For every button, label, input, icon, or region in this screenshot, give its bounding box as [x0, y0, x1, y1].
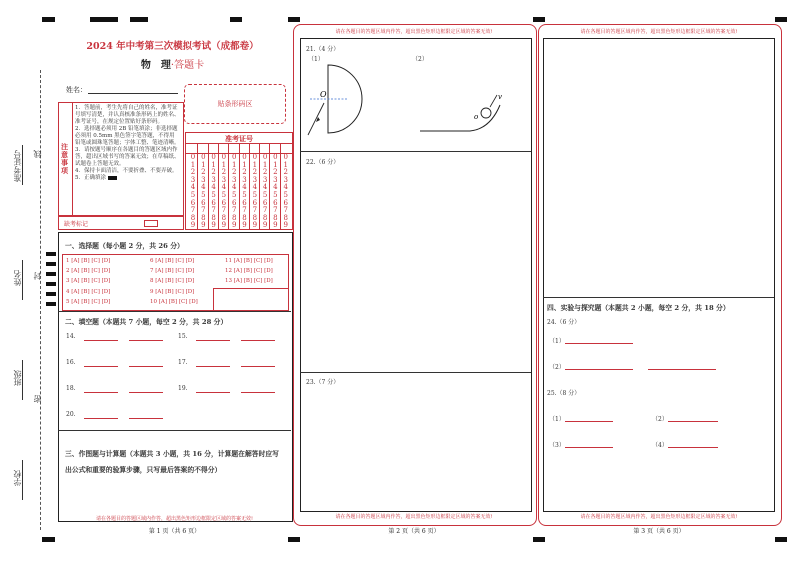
ticket-digit-bubble[interactable]: 7	[252, 206, 258, 215]
ticket-digit-bubble[interactable]: 7	[273, 206, 278, 215]
ticket-digit-bubble[interactable]: 1	[252, 160, 258, 169]
timing-mark	[42, 17, 55, 22]
ticket-digit-bubble[interactable]: 8	[262, 213, 268, 222]
name-label: 姓名：	[66, 86, 87, 94]
ticket-digit-bubble[interactable]: 0	[231, 153, 237, 161]
fill-label: 14.	[66, 333, 76, 340]
fill-answer-line[interactable]	[196, 392, 230, 393]
ticket-digit-bubble[interactable]: 2	[231, 168, 237, 177]
q25-part2: （2）	[652, 416, 668, 423]
notes-box	[58, 102, 184, 216]
ticket-digit-bubble[interactable]: 5	[211, 190, 216, 199]
ticket-digit-bubble[interactable]: 9	[252, 221, 258, 230]
ticket-digit-column	[261, 154, 269, 230]
fill-answer-line[interactable]	[129, 366, 163, 367]
timing-mark	[533, 537, 545, 542]
ticket-digit-bubble[interactable]: 2	[242, 168, 247, 177]
section4-title: 四、实验与探究题（本题共 2 小题，每空 2 分，共 18 分）	[547, 304, 730, 312]
ticket-digit-bubble[interactable]: 1	[201, 160, 206, 169]
ticket-digit-bubble[interactable]: 6	[190, 198, 196, 207]
section3-title-b: 出公式和重要的验算步骤，只写最后答案的不得分）	[65, 466, 222, 474]
q23-label: 23.（7 分）	[306, 379, 340, 386]
side-label-ticket: 准考证号	[13, 150, 22, 182]
fill-answer-line[interactable]	[84, 418, 118, 419]
q21-part1: （1）	[308, 56, 324, 63]
timing-mark	[46, 302, 56, 306]
slope-figure	[420, 93, 502, 131]
page-footer: 第 1 页（共 6 页）	[148, 528, 201, 535]
ticket-digit-bubble[interactable]: 6	[252, 198, 258, 207]
ticket-digit-bubble[interactable]: 5	[252, 190, 258, 199]
warning-text: 请在各题目的答题区域内作答，超出黑色矩形边框限定区域的答案无效!	[580, 514, 738, 520]
fill-answer-line[interactable]	[129, 418, 163, 419]
ticket-digit-bubble[interactable]: 0	[201, 153, 206, 161]
fill-answer-line[interactable]	[84, 340, 118, 341]
ticket-digit-bubble[interactable]: 3	[252, 175, 258, 184]
ticket-digit-bubble[interactable]: 0	[283, 153, 288, 161]
page-footer: 第 2 页（共 6 页）	[388, 528, 440, 535]
fill-answer-line[interactable]	[84, 366, 118, 367]
timing-mark	[46, 272, 56, 276]
mc-item[interactable]: 12 [A] [B] [C] [D]	[225, 268, 273, 275]
note-3: 3．请按题号顺序在各题目的答题区域内作答，超出区域书写的答案无效；在草稿纸、试题卷上答题无效。	[75, 147, 180, 167]
fill-answer-line[interactable]	[129, 392, 163, 393]
absent-box	[58, 216, 184, 230]
ticket-digit-column	[271, 154, 279, 230]
ticket-digit-bubble[interactable]: 8	[190, 213, 196, 222]
note-1: 1．答题前，考生先将自己的姓名，准考证号填写清楚，并认真核准条形码上的姓名、准考证号，在规定位置贴好条形码。	[75, 105, 180, 125]
ticket-digit-bubble[interactable]: 9	[231, 221, 237, 230]
q24-label: 24.（6 分）	[547, 319, 581, 326]
side-label-class: 班级	[13, 370, 22, 386]
section3-title-a: 三、作图题与计算题（本题共 3 小题，共 16 分，计算题在解答时应写	[65, 450, 279, 458]
ticket-digit-bubble[interactable]: 4	[190, 183, 196, 192]
q21-part2: （2）	[412, 56, 428, 63]
warning-text: 请在各题目的答题区域内作答，超出黑色矩形边框限定区域的答案无效!	[95, 516, 253, 522]
ticket-digit-bubble[interactable]: 1	[190, 160, 196, 169]
fill-answer-line[interactable]	[129, 340, 163, 341]
answer-line[interactable]	[668, 447, 718, 448]
ticket-digit-bubble[interactable]: 0	[242, 153, 247, 161]
ticket-label: 准考证号	[225, 134, 253, 143]
bind-mark-secret: 密	[33, 395, 42, 403]
fill-label: 16.	[66, 359, 76, 366]
mc-item[interactable]: 4 [A] [B] [C] [D]	[66, 288, 111, 295]
ticket-digit-bubble[interactable]: 0	[221, 153, 227, 161]
ticket-digit-column	[210, 154, 218, 230]
ticket-digit-bubble[interactable]: 5	[273, 190, 278, 199]
answer-line[interactable]	[565, 421, 613, 422]
ticket-digit-bubble[interactable]: 4	[221, 183, 227, 192]
mc-item[interactable]: 9 [A] [B] [C] [D]	[150, 288, 195, 295]
timing-mark	[90, 17, 118, 22]
ticket-digit-bubble[interactable]: 6	[211, 198, 216, 207]
ticket-digit-bubble[interactable]: 4	[252, 183, 258, 192]
absent-checkbox[interactable]	[144, 220, 158, 227]
ticket-digit-bubble[interactable]: 2	[283, 168, 288, 177]
mc-item[interactable]: 8 [A] [B] [C] [D]	[150, 278, 195, 285]
ticket-digit-bubble[interactable]: 9	[242, 221, 247, 230]
ticket-digit-bubble[interactable]: 8	[283, 213, 288, 222]
fill-label: 20.	[66, 411, 76, 418]
ticket-digit-bubble[interactable]: 5	[221, 190, 227, 199]
section1-title: 一、选择题（每小题 2 分，共 26 分）	[65, 242, 184, 250]
exam-title: 2024 年中考第三次模拟考试（成都卷）	[86, 41, 259, 52]
ticket-digit-bubble[interactable]: 7	[283, 206, 288, 215]
ticket-digit-bubble[interactable]: 7	[262, 206, 268, 215]
ticket-digit-bubble[interactable]: 5	[242, 190, 247, 199]
ticket-digit-bubble[interactable]: 8	[211, 213, 216, 222]
section2-title: 二、填空题（本题共 7 小题，每空 2 分，共 28 分）	[65, 318, 228, 326]
side-label-name: 姓名	[13, 270, 22, 286]
ticket-digit-bubble[interactable]: 2	[262, 168, 268, 177]
point-o2-label: o	[474, 113, 479, 121]
answer-line[interactable]	[565, 447, 613, 448]
ticket-digit-bubble[interactable]: 8	[242, 213, 247, 222]
ticket-digit-bubble[interactable]: 8	[231, 213, 237, 222]
mc-item[interactable]: 6 [A] [B] [C] [D]	[150, 258, 195, 264]
timing-mark	[46, 252, 56, 256]
ticket-digit-bubble[interactable]: 1	[283, 160, 288, 169]
q24-part1: （1）	[549, 338, 565, 345]
ticket-digit-bubble[interactable]: 4	[262, 183, 268, 192]
ticket-digit-column	[241, 154, 249, 230]
timing-mark	[46, 292, 56, 296]
notes-heading: 注意事项	[61, 142, 68, 175]
fill-answer-line[interactable]	[196, 340, 230, 341]
timing-mark	[46, 262, 56, 266]
ticket-digit-bubble[interactable]: 9	[201, 221, 206, 230]
ticket-digit-bubble[interactable]: 8	[273, 213, 278, 222]
barcode-area	[184, 84, 286, 124]
q25-part4: （4）	[652, 442, 668, 449]
answer-line[interactable]	[565, 343, 633, 344]
subject-name: 物 理	[140, 60, 171, 71]
ticket-digit-bubble[interactable]: 5	[190, 190, 196, 199]
ticket-digit-bubble[interactable]: 7	[242, 206, 247, 215]
ticket-digit-bubble[interactable]: 6	[273, 198, 278, 207]
ticket-digit-bubble[interactable]: 2	[221, 168, 227, 177]
fill-answer-line[interactable]	[241, 366, 275, 367]
fill-label: 18.	[66, 385, 76, 392]
ticket-digit-bubble[interactable]: 9	[273, 221, 278, 230]
mc-item[interactable]: 5 [A] [B] [C] [D]	[66, 298, 111, 305]
binding-dashed-line	[40, 70, 41, 530]
ticket-digit-bubble[interactable]: 6	[201, 198, 206, 207]
incident-ray	[308, 103, 324, 135]
ball-icon	[481, 108, 491, 118]
answer-line[interactable]	[668, 421, 718, 422]
ticket-digit-bubble[interactable]: 7	[211, 206, 216, 215]
ticket-digit-column	[230, 154, 238, 230]
timing-mark	[42, 537, 55, 542]
ticket-digit-bubble[interactable]: 7	[221, 206, 227, 215]
fill-answer-line[interactable]	[84, 392, 118, 393]
bind-mark-line: 线	[33, 150, 42, 158]
ticket-digit-column	[282, 154, 290, 230]
q21-label: 21.（4 分）	[306, 46, 340, 53]
ticket-digit-bubble[interactable]: 5	[231, 190, 237, 199]
ticket-digit-bubble[interactable]: 1	[262, 160, 268, 169]
ticket-digit-bubble[interactable]: 6	[242, 198, 247, 207]
ticket-digit-bubble[interactable]: 6	[231, 198, 237, 207]
ticket-digit-bubble[interactable]: 0	[190, 153, 196, 161]
ticket-digit-bubble[interactable]: 3	[221, 175, 227, 184]
ticket-digit-column	[199, 154, 207, 230]
fill-answer-line[interactable]	[196, 366, 230, 367]
bind-mark-seal: 封	[33, 272, 42, 280]
ticket-digit-bubble[interactable]: 9	[262, 221, 268, 230]
ticket-digit-bubble[interactable]: 6	[283, 198, 288, 207]
warning-text: 请在各题目的答题区域内作答，超出黑色矩形边框限定区域的答案无效!	[335, 514, 493, 520]
ticket-digit-bubble[interactable]: 4	[201, 183, 206, 192]
ticket-digit-bubble[interactable]: 1	[231, 160, 237, 169]
ticket-digit-bubble[interactable]: 7	[190, 206, 196, 215]
q24-part2: （2）	[549, 364, 565, 371]
ticket-digit-bubble[interactable]: 6	[262, 198, 268, 207]
mc-item[interactable]: 11 [A] [B] [C] [D]	[225, 258, 273, 264]
ticket-digit-bubble[interactable]: 9	[283, 221, 288, 230]
ticket-digit-bubble[interactable]: 8	[252, 213, 258, 222]
ticket-digit-bubble[interactable]: 4	[211, 183, 216, 192]
fill-label: 17.	[178, 359, 188, 366]
timing-mark	[288, 537, 300, 542]
subject-title	[60, 56, 285, 71]
timing-mark	[533, 17, 545, 22]
ticket-digit-bubble[interactable]: 2	[201, 168, 206, 177]
ticket-digit-bubble[interactable]: 4	[283, 183, 288, 192]
point-o-label: O	[320, 90, 327, 99]
absent-label: 缺考标记	[64, 221, 89, 228]
note-4: 4．保持卡面清洁，不要折叠、不要弄破。	[75, 168, 178, 174]
timing-mark	[130, 17, 148, 22]
ticket-digit-bubble[interactable]: 5	[201, 190, 206, 199]
subject-subtitle: ·答题卡	[170, 60, 205, 71]
name-input-line[interactable]	[88, 93, 178, 94]
timing-mark	[775, 537, 787, 542]
q25-label: 25.（8 分）	[547, 390, 581, 397]
q25-part3: （3）	[549, 442, 565, 449]
fill-label: 15.	[178, 333, 188, 340]
ticket-digit-bubble[interactable]: 9	[211, 221, 216, 230]
ticket-digit-bubble[interactable]: 1	[221, 160, 227, 169]
ticket-digit-bubble[interactable]: 4	[242, 183, 247, 192]
fill-label: 19.	[178, 385, 188, 392]
ticket-digit-bubble[interactable]: 4	[273, 183, 278, 192]
ticket-grid	[185, 132, 293, 230]
ticket-digit-bubble[interactable]: 7	[231, 206, 237, 215]
ticket-digit-bubble[interactable]: 3	[283, 175, 288, 184]
q25-part1: （1）	[549, 416, 565, 423]
ticket-digit-column	[189, 154, 197, 230]
barcode-label: 贴条形码区	[217, 100, 253, 108]
answer-line[interactable]	[565, 369, 633, 370]
q22-label: 22.（6 分）	[306, 159, 340, 166]
mc-item[interactable]: 2 [A] [B] [C] [D]	[66, 268, 111, 275]
side-label-school: 学校	[13, 470, 22, 486]
mc-item[interactable]: 3 [A] [B] [C] [D]	[66, 278, 111, 285]
ticket-digit-bubble[interactable]: 0	[262, 153, 268, 161]
fill-answer-line[interactable]	[241, 340, 275, 341]
semicircle-figure	[308, 65, 362, 135]
ticket-digit-column	[220, 154, 228, 230]
ticket-digit-bubble[interactable]: 3	[201, 175, 206, 184]
q21-figures	[300, 55, 530, 151]
ticket-digit-bubble[interactable]: 3	[231, 175, 237, 184]
warning-text: 请在各题目的答题区域内作答，超出黑色矩形边框限定区域的答案无效!	[335, 29, 493, 35]
velocity-label: v	[498, 93, 502, 101]
ticket-digit-bubble[interactable]: 3	[242, 175, 247, 184]
ticket-digit-bubble[interactable]: 0	[211, 153, 216, 161]
ticket-digit-bubble[interactable]: 1	[211, 160, 216, 169]
ticket-digit-bubble[interactable]: 3	[190, 175, 196, 184]
mc-item[interactable]: 7 [A] [B] [C] [D]	[150, 268, 195, 275]
note-5: 5．正确填涂	[75, 175, 180, 182]
ticket-digit-bubble[interactable]: 2	[273, 168, 278, 177]
ticket-digit-column	[251, 154, 259, 230]
ticket-digit-bubble[interactable]: 3	[273, 175, 278, 184]
ticket-digit-bubble[interactable]: 1	[242, 160, 247, 169]
ticket-digit-bubble[interactable]: 6	[221, 198, 227, 207]
warning-text: 请在各题目的答题区域内作答，超出黑色矩形边框限定区域的答案无效!	[580, 29, 738, 35]
timing-mark	[775, 17, 787, 22]
velocity-arrow	[490, 95, 497, 107]
mc-item[interactable]: 13 [A] [B] [C] [D]	[225, 278, 273, 285]
timing-mark	[288, 17, 300, 22]
answer-line[interactable]	[648, 369, 716, 370]
ticket-digit-bubble[interactable]: 5	[262, 190, 268, 199]
ticket-digit-bubble[interactable]: 9	[190, 221, 196, 230]
ticket-digit-bubble[interactable]: 7	[201, 206, 206, 215]
ticket-digit-bubble[interactable]: 3	[211, 175, 216, 184]
note-2: 2．选择题必须用 2B 铅笔填涂；非选择题必须用 0.5mm 黑色签字笔答题，不得用铅笔或圆珠笔答题；字体工整、笔迹清晰。	[75, 126, 180, 146]
ticket-digit-bubble[interactable]: 1	[273, 160, 278, 169]
ticket-digit-bubble[interactable]: 3	[262, 175, 268, 184]
ticket-digit-bubble[interactable]: 2	[211, 168, 216, 177]
mc-item[interactable]: 10 [A] [B] [C] [D]	[150, 298, 198, 305]
ticket-digit-bubble[interactable]: 0	[252, 153, 258, 161]
page-footer: 第 3 页（共 6 页）	[633, 528, 685, 535]
ticket-digit-bubble[interactable]: 2	[252, 168, 258, 177]
filled-sample	[108, 176, 117, 180]
ticket-digit-bubble[interactable]: 8	[201, 213, 206, 222]
mc-item[interactable]: 1 [A] [B] [C] [D]	[66, 258, 111, 264]
fill-answer-line[interactable]	[241, 392, 275, 393]
ticket-digit-bubble[interactable]: 0	[273, 153, 278, 161]
ticket-digit-bubble[interactable]: 8	[221, 213, 227, 222]
ticket-digit-bubble[interactable]: 9	[221, 221, 227, 230]
ticket-digit-bubble[interactable]: 5	[283, 190, 288, 199]
ticket-digit-bubble[interactable]: 4	[231, 183, 237, 192]
timing-mark	[46, 282, 56, 286]
ticket-digit-bubble[interactable]: 2	[190, 168, 196, 177]
timing-mark	[230, 17, 242, 22]
